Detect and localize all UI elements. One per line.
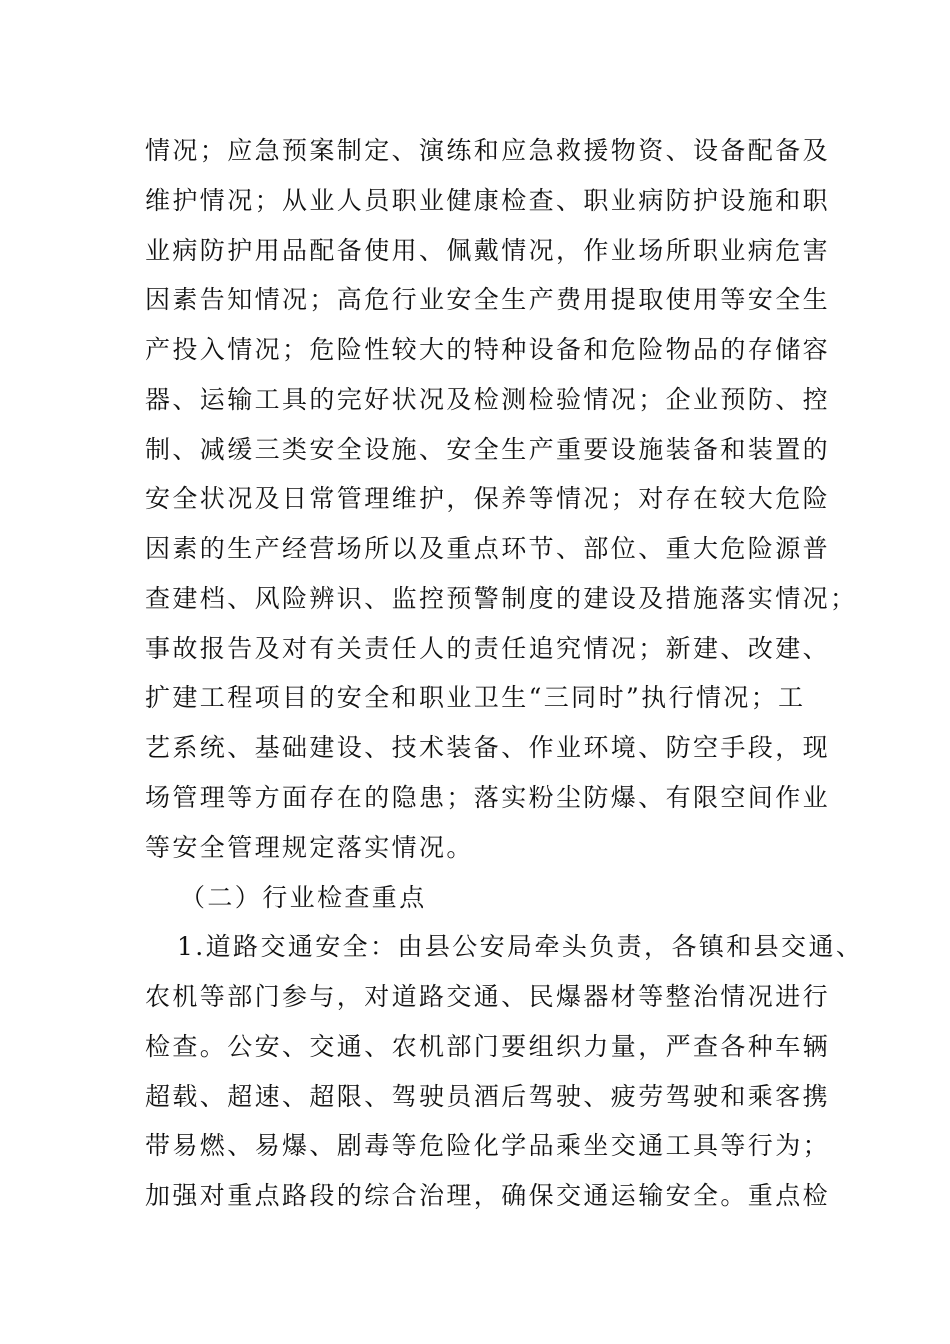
body-text-line: 事故报告及对有关责任人的责任追究情况；新建、改建、 — [145, 634, 831, 663]
item-text-line: 带易燃、易爆、剧毒等危险化学品乘坐交通工具等行为； — [145, 1131, 831, 1160]
body-text-line: 维护情况；从业人员职业健康检查、职业病防护设施和职 — [145, 186, 831, 215]
section-heading: （二）行业检查重点 — [180, 883, 427, 912]
body-text-line: 业病防护用品配备使用、佩戴情况，作业场所职业病危害 — [145, 236, 831, 265]
body-text-line: 因素告知情况；高危行业安全生产费用提取使用等安全生 — [145, 285, 831, 314]
body-text-line: 因素的生产经营场所以及重点环节、部位、重大危险源普 — [145, 534, 831, 563]
body-text-line: 产投入情况；危险性较大的特种设备和危险物品的存储容 — [145, 335, 831, 364]
body-text-line: 情况；应急预案制定、演练和应急救援物资、设备配备及 — [145, 136, 831, 165]
item-text-line: 加强对重点路段的综合治理，确保交通运输安全。重点检 — [145, 1181, 831, 1210]
body-text-line: 制、减缓三类安全设施、安全生产重要设施装备和装置的 — [145, 435, 831, 464]
item-text-line: 超载、超速、超限、驾驶员酒后驾驶、疲劳驾驶和乘客携 — [145, 1082, 831, 1111]
item-text-line: 农机等部门参与，对道路交通、民爆器材等整治情况进行 — [145, 982, 831, 1011]
body-text-line: 器、运输工具的完好状况及检测检验情况；企业预防、控 — [145, 385, 831, 414]
body-text-line: 艺系统、基础建设、技术装备、作业环境、防空手段，现 — [145, 733, 831, 762]
body-text-line: 安全状况及日常管理维护，保养等情况；对存在较大危险 — [145, 484, 831, 513]
body-text-line: 等安全管理规定落实情况。 — [145, 833, 474, 862]
body-text-line: 场管理等方面存在的隐患；落实粉尘防爆、有限空间作业 — [145, 783, 831, 812]
item-text-line: 1.道路交通安全：由县公安局牵头负责，各镇和县交通、 — [177, 932, 864, 961]
body-text-line: 扩建工程项目的安全和职业卫生“三同时”执行情况；工 — [145, 683, 806, 712]
item-text-line: 检查。公安、交通、农机部门要组织力量，严查各种车辆 — [145, 1032, 831, 1061]
body-text-line: 查建档、风险辨识、监控预警制度的建设及措施落实情况； — [145, 584, 858, 613]
